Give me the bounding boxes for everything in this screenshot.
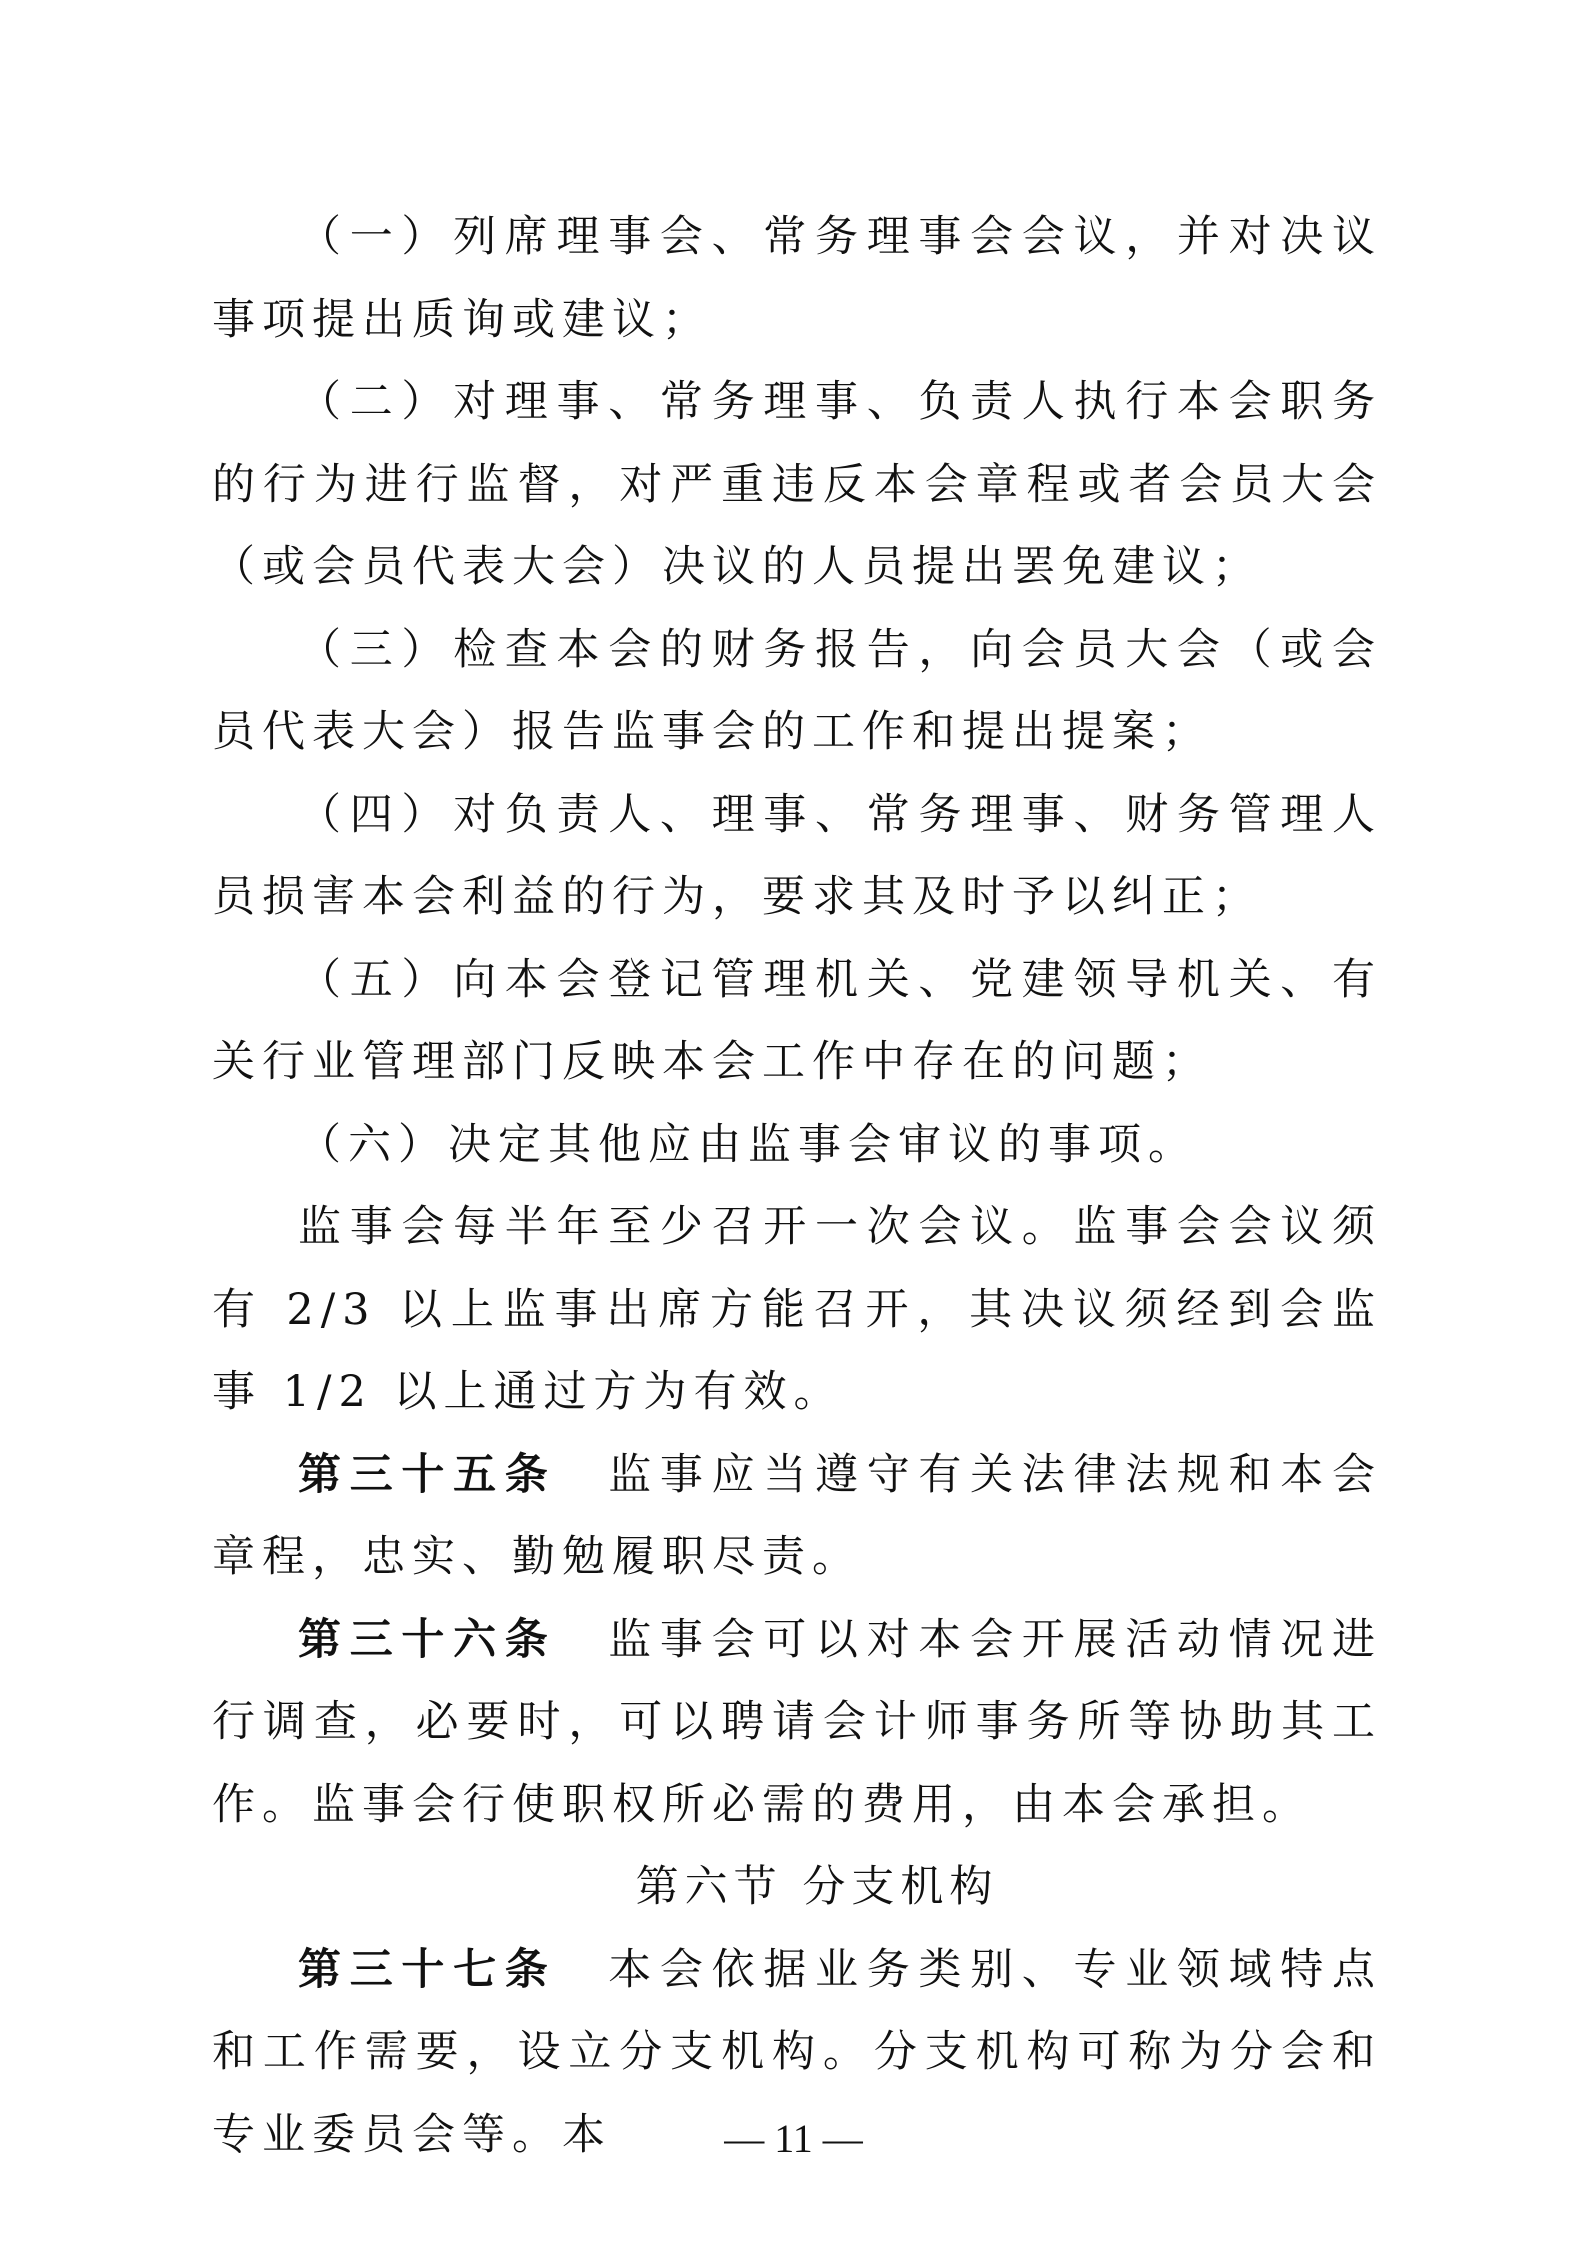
item-1-attend-meetings: （一）列席理事会、常务理事会会议，并对决议事项提出质询或建议； bbox=[212, 212, 1382, 345]
article-36 bbox=[212, 1599, 1382, 1847]
article-37-text: 本会依据业务类别、专业领域特点和工作需要，设立分支机构。分支机构可称为分会和专业委员会等。本 bbox=[212, 1944, 1382, 2160]
section-title: 第六节 分支机构 bbox=[635, 1862, 999, 1912]
item-6-other-matters: （六）决定其他应由监事会审议的事项。 bbox=[298, 1119, 1198, 1170]
body-text bbox=[212, 196, 1382, 2176]
page-number: — 11 — bbox=[724, 2116, 863, 2161]
article-36-text: 监事会可以对本会开展活动情况进行调查，必要时，可以聘请会计师事务所等协助其工作。监事会行使职权所必需的费用，由本会承担。 bbox=[212, 1614, 1382, 1830]
article-36-number: 第三十六条 bbox=[298, 1614, 557, 1665]
article-35-text: 监事应当遵守有关法律法规和本会章程，忠实、勤勉履职尽责。 bbox=[212, 1449, 1382, 1582]
item-4-correct-harmful-acts: （四）对负责人、理事、常务理事、财务管理人员损害本会利益的行为，要求其及时予以纠正； bbox=[212, 789, 1382, 922]
meeting-frequency-paragraph: 监事会每半年至少召开一次会议。监事会会议须有 2/3 以上监事出席方能召开，其决议须经到会监事 1/2 以上通过方为有效。 bbox=[212, 1202, 1382, 1417]
article-35 bbox=[212, 1434, 1382, 1599]
item-2-supervise-conduct: （二）对理事、常务理事、负责人执行本会职务的行为进行监督，对严重违反本会章程或者会员大会（或会员代表大会）决议的人员提出罢免建议； bbox=[212, 377, 1382, 592]
item-3-check-financial-report: （三）检查本会的财务报告，向会员大会（或会员代表大会）报告监事会的工作和提出提案； bbox=[212, 624, 1382, 757]
article-35-number: 第三十五条 bbox=[298, 1449, 557, 1500]
item-5-report-problems: （五）向本会登记管理机关、党建领导机关、有关行业管理部门反映本会工作中存在的问题； bbox=[212, 954, 1382, 1087]
article-37-number: 第三十七条 bbox=[298, 1944, 557, 1995]
